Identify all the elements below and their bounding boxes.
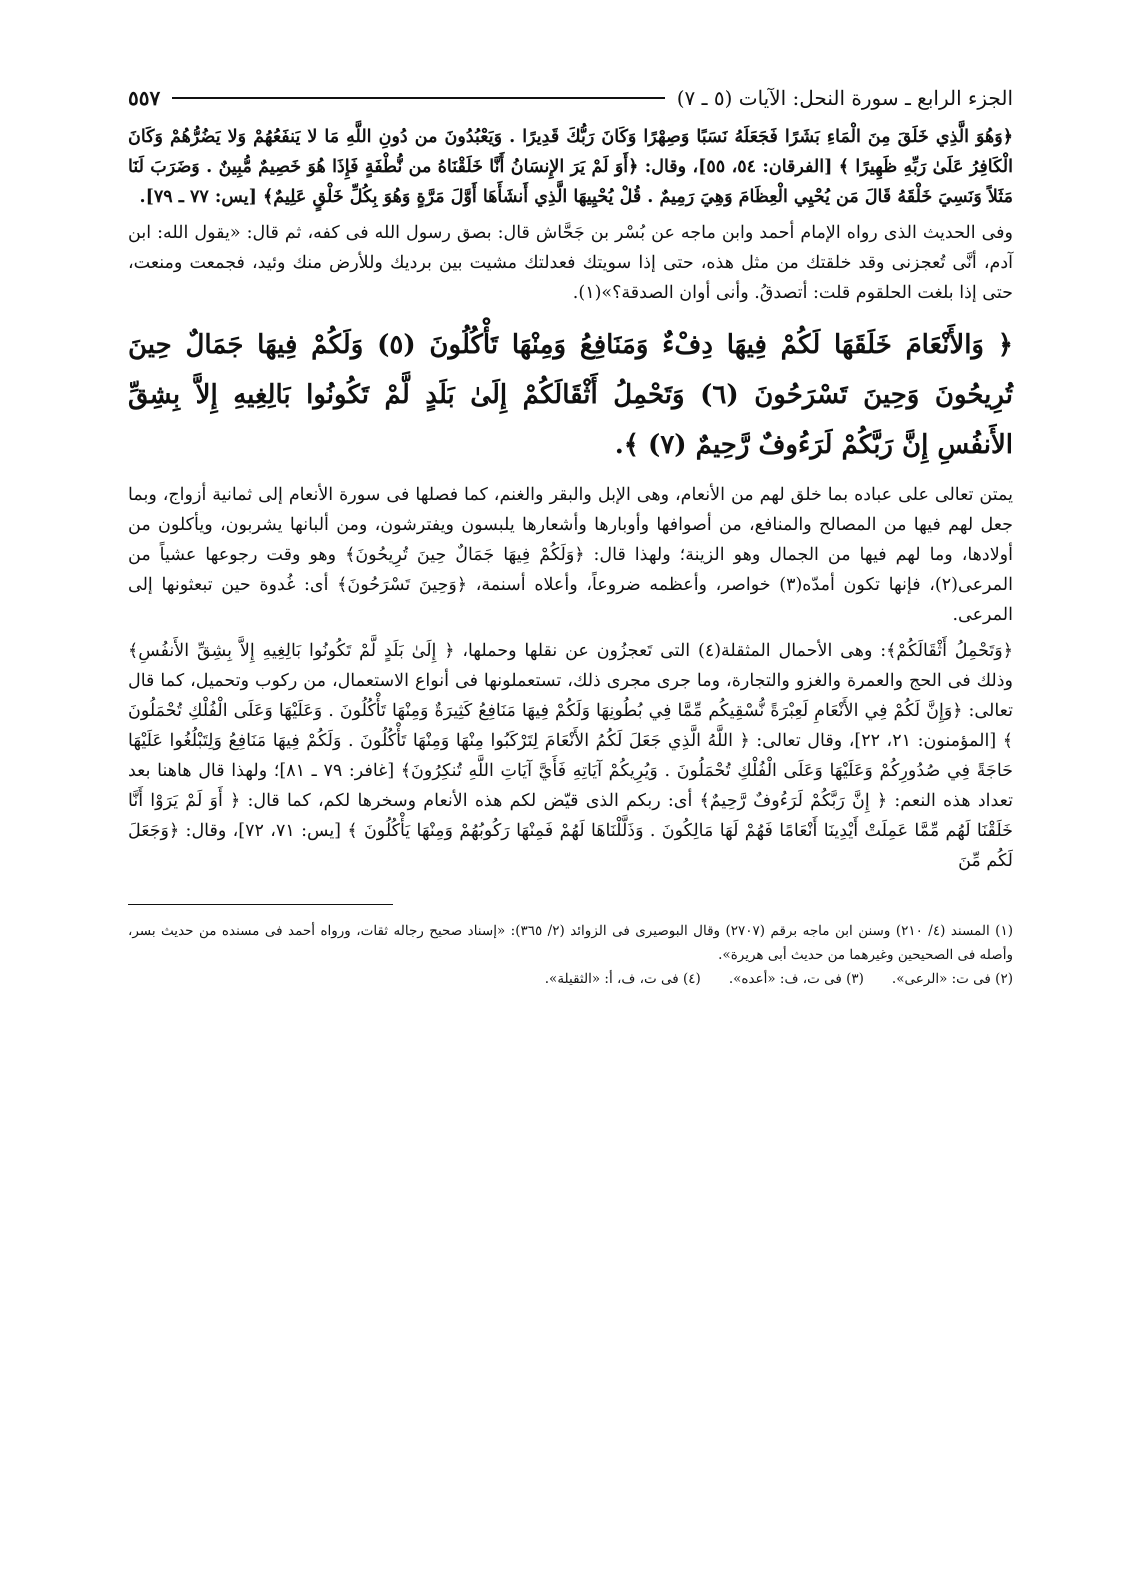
footnote-4: (٤) فى ت، ف، أ: «الثقيلة». — [544, 971, 701, 987]
page-number: ٥٥٧ — [128, 86, 161, 110]
tafsir-paragraph-2: ﴿وَتَحْمِلُ أَثْقَالَكُمْ﴾: وهى الأحمال المثقلة(٤) التى تَعجزُون عن نقلها وحملها، ﴿ إِلَىٰ بَلَدٍ لَّمْ تَكُونُوا بَالِغِيهِ إِلاَّ بِشِقِّ الأَنفُسِ﴾ وذلك فى الحج والعمرة والغزو والتجارة، وما جرى مجرى ذلك، تستعملونها فى أنواع الاستعمال، من ركوب وتحميل، كما قال تعالى: ﴿وَإِنَّ لَكُمْ فِي الأَنْعَامِ لَعِبْرَةً نُّسْقِيكُم مِّمَّا فِي بُطُونِهَا وَلَكُمْ فِيهَا مَنَافِعُ كَثِيرَةٌ وَمِنْهَا تَأْكُلُونَ . وَعَلَيْهَا وَعَلَى الْفُلْكِ تُحْمَلُونَ ﴾ [المؤمنون: ٢١، ٢٢]، وقال تعالى: ﴿ اللَّهُ الَّذِي جَعَلَ لَكُمُ الأَنْعَامَ لِتَرْكَبُوا مِنْهَا وَمِنْهَا تَأْكُلُونَ . وَلَكُمْ فِيهَا مَنَافِعُ وَلِتَبْلُغُوا عَلَيْهَا حَاجَةً فِي صُدُورِكُمْ وَعَلَيْهَا وَعَلَى الْفُلْكِ تُحْمَلُونَ . وَيُرِيكُمْ آيَاتِهِ فَأَيَّ آيَاتِ اللَّهِ تُنكِرُونَ﴾ [غافر: ٧٩ ـ ٨١]؛ ولهذا قال هاهنا بعد تعداد هذه النعم: ﴿ إِنَّ رَبَّكُمْ لَرَءُوفٌ رَّحِيمٌ﴾ أى: ربكم الذى قيّض لكم هذه الأنعام وسخرها لكم، كما قال: ﴿ أَوَ لَمْ يَرَوْا أَنَّا خَلَقْنَا لَهُم مِّمَّا عَمِلَتْ أَيْدِينَا أَنْعَامًا فَهُمْ لَهَا مَالِكُونَ . وَذَلَّلْنَاهَا لَهُمْ فَمِنْهَا رَكُوبُهُمْ وَمِنْهَا يَأْكُلُونَ ﴾ [يس: ٧١، ٧٢]، وقال: ﴿وَجَعَلَ لَكُم مِّنَ — [128, 641, 1014, 871]
header-rule — [172, 97, 664, 99]
main-verse: ﴿ وَالأَنْعَامَ خَلَقَهَا لَكُمْ فِيهَا دِفْءٌ وَمَنَافِعُ وَمِنْهَا تَأْكُلُونَ (٥) وَلَكُمْ فِيهَا جَمَالٌ حِينَ تُرِيحُونَ وَحِينَ تَسْرَحُونَ (٦) وَتَحْمِلُ أَثْقَالَكُمْ إِلَىٰ بَلَدٍ لَّمْ تَكُونُوا بَالِغِيهِ إِلاَّ بِشِقِّ الأَنفُسِ إِنَّ رَبَّكُمْ لَرَءُوفٌ رَّحِيمٌ (٧) ﴾. — [128, 330, 1013, 460]
header-title: الجزء الرابع ـ سورة النحل: الآيات (٥ ـ ٧) — [676, 86, 1013, 110]
quran-citation-paragraph: ﴿وَهُوَ الَّذِي خَلَقَ مِنَ الْمَاءِ بَشَرًا فَجَعَلَهُ نَسَبًا وَصِهْرًا وَكَانَ رَبُّكَ قَدِيرًا . وَيَعْبُدُونَ من دُونِ اللَّهِ مَا لا يَنفَعُهُمْ وَلا يَضُرُّهُمْ وَكَانَ الْكَافِرُ عَلَىٰ رَبِّهِ ظَهِيرًا ﴾ [الفرقان: ٥٤، ٥٥]، وقال: ﴿أَوَ لَمْ يَرَ الإِنسَانُ أَنَّا خَلَقْنَاهُ من نُّطْفَةٍ فَإِذَا هُوَ خَصِيمٌ مُّبِينٌ . وَضَرَبَ لَنَا مَثَلاً وَنَسِيَ خَلْقَهُ قَالَ مَن يُحْيِي الْعِظَامَ وَهِيَ رَمِيمٌ . قُلْ يُحْيِيهَا الَّذِي أَنشَأَهَا أَوَّلَ مَرَّةٍ وَهُوَ بِكُلِّ خَلْقٍ عَلِيمٌ﴾ [يس: ٧٧ ـ ٧٩]. — [128, 127, 1013, 207]
running-header — [128, 80, 1013, 116]
footnote-2: (٢) فى ت: «الرعى». — [891, 971, 1013, 987]
document-page — [128, 80, 1013, 1550]
footnote-row — [128, 967, 1013, 991]
footnote-1: (١) المسند (٤/ ٢١٠) وسنن ابن ماجه برقم (٢٧٠٧) وقال البوصيرى فى الزوائد (٢/ ٣٦٥): «إسناد صحيح رجاله ثقات، ورواه أحمد فى مسنده من حديث بسر، وأصله فى الصحيحين وغيرهما من حديث أبى هريرة». — [128, 923, 1013, 963]
footnote-separator — [128, 904, 393, 905]
footnote-3: (٣) فى ت، ف: «أعده». — [728, 971, 864, 987]
tafsir-paragraph-1: يمتن تعالى على عباده بما خلق لهم من الأنعام، وهى الإبل والبقر والغنم، كما فصلها فى سورة الأنعام إلى ثمانية أزواج، وبما جعل لهم فيها من المصالح والمنافع، من أصوافها وأوبارها وأشعارها يلبسون ويفترشون، ومن ألبانها يشربون، ويأكلون من أولادها، وما لهم فيها من الجمال وهو الزينة؛ ولهذا قال: ﴿وَلَكُمْ فِيهَا جَمَالٌ حِينَ تُرِيحُونَ﴾ وهو وقت رجوعها عشياً من المرعى(٢)، فإنها تكون أمدّه(٣) خواصر، وأعظمه ضروعاً، وأعلاه أسنمة، ﴿وَحِينَ تَسْرَحُونَ﴾ أى: غُدوة حين تبعثونها إلى المرعى. — [128, 485, 1013, 625]
hadith-paragraph: وفى الحديث الذى رواه الإمام أحمد وابن ماجه عن بُسْر بن جَحَّاش قال: بصق رسول الله فى كفه، ثم قال: «يقول الله: ابن آدم، أنَّى تُعجزنى وقد خلقتك من مثل هذه، حتى إذا سويتك فعدلتك مشيت بين برديك وللأرض منك وئيد، فجمعت ومنعت، حتى إذا بلغت الحلقوم قلت: أتصدقُ. وأنى أوان الصدقة؟»(١). — [128, 223, 1013, 303]
footnotes — [128, 919, 1013, 991]
